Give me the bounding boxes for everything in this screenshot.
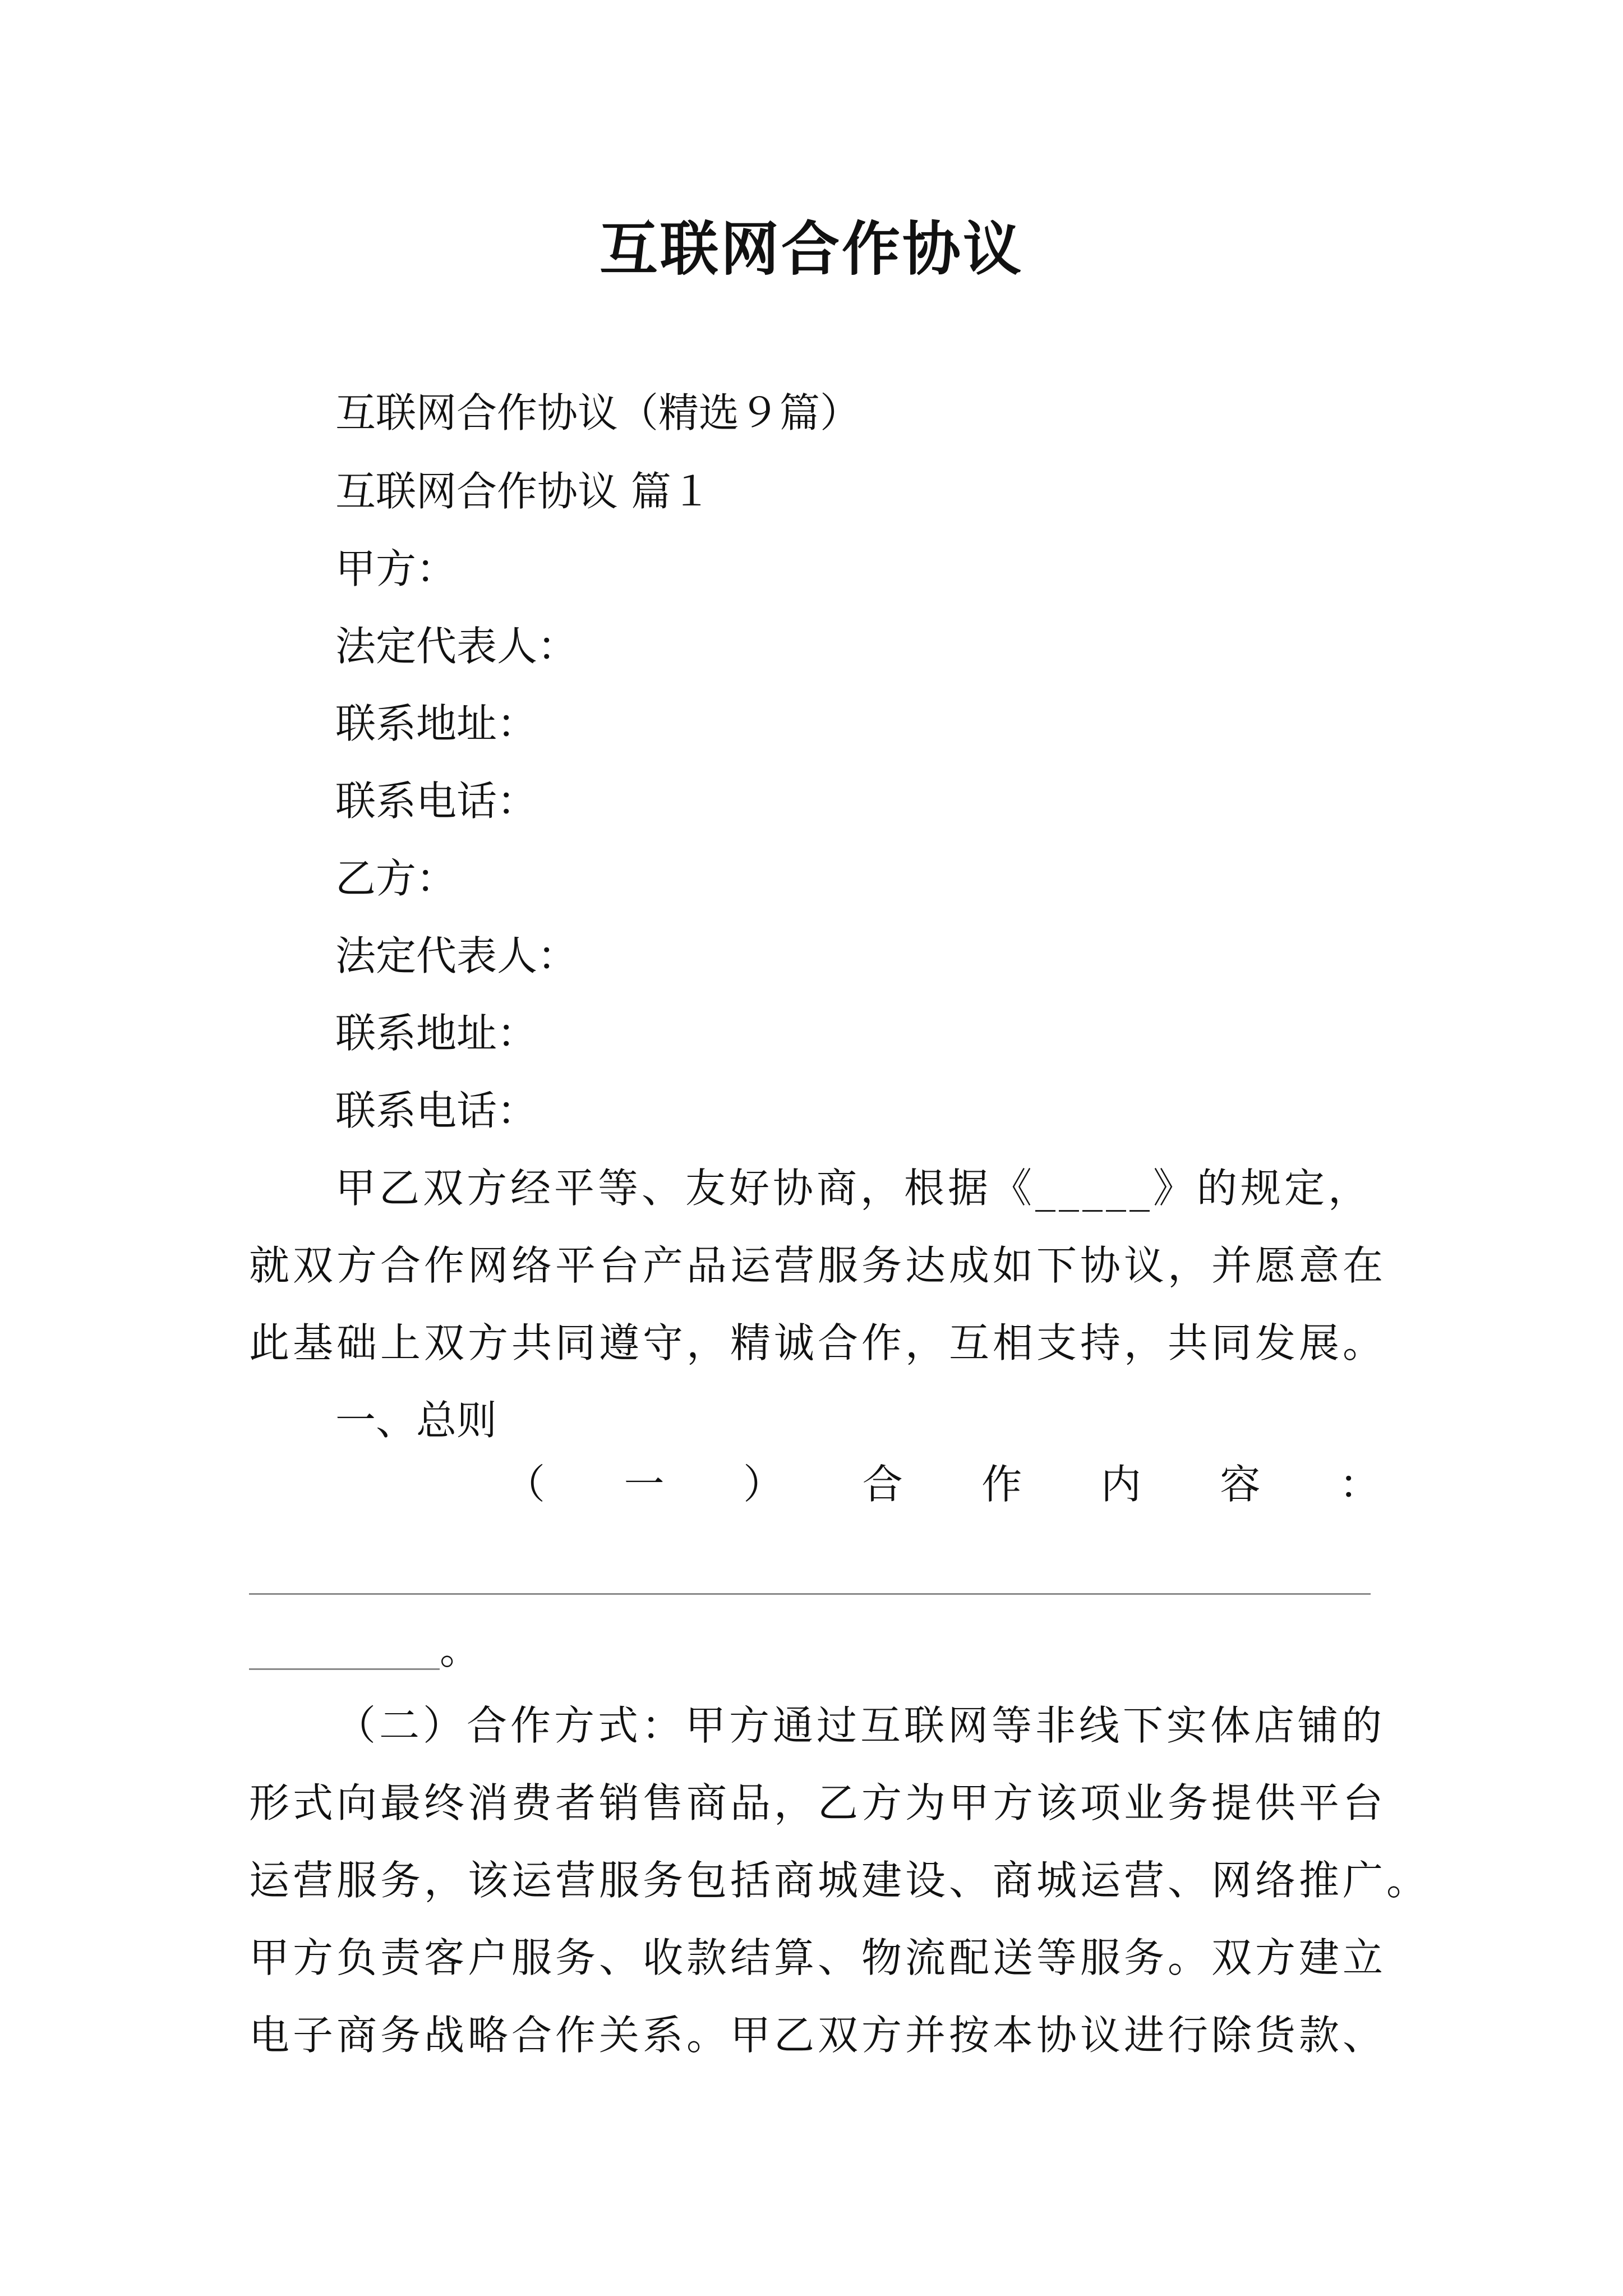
address-a-label: 联系地址：: [335, 700, 538, 747]
paragraph-2-line-5: 电子商务战略合作关系。甲乙双方并按本协议进行除货款、: [249, 2012, 1387, 2059]
coop-char: ：: [1339, 1461, 1380, 1508]
heading-selected: 互联网合作协议（精选９篇）: [335, 389, 861, 436]
paragraph-1-line-1: 甲乙双方经平等、友好协商，根据《_____》的规定，: [335, 1165, 1372, 1212]
cooperation-content-line: [505, 1461, 1380, 1508]
coop-char: 一: [624, 1461, 665, 1508]
address-b-label: 联系地址：: [335, 1010, 538, 1057]
coop-char: ）: [743, 1461, 784, 1508]
phone-a-label: 联系电话：: [335, 777, 538, 825]
paragraph-2-line-2: 形式向最终消费者销售商品，乙方为甲方该项业务提供平台: [249, 1779, 1387, 1826]
paragraph-1-line-3: 此基础上双方共同遵守，精诚合作，互相支持，共同发展。: [249, 1319, 1387, 1366]
blank-underline: [249, 1634, 440, 1670]
document-title: 互联网合作协议: [599, 214, 1023, 283]
blank-fill-line-end: [249, 1626, 481, 1673]
heading-part-1: 互联网合作协议 篇１: [335, 468, 712, 515]
section-1-heading: 一、总则: [335, 1397, 497, 1444]
party-b-label: 乙方：: [335, 855, 457, 902]
coop-char: 合: [862, 1461, 903, 1508]
legal-rep-b-label: 法定代表人：: [335, 932, 578, 979]
paragraph-1-line-2: 就双方合作网络平台产品运营服务达成如下协议，并愿意在: [249, 1242, 1387, 1289]
legal-rep-a-label: 法定代表人：: [335, 623, 578, 670]
paragraph-2-line-1: （二）合作方式：甲方通过互联网等非线下实体店铺的: [335, 1702, 1386, 1749]
phone-b-label: 联系电话：: [335, 1087, 538, 1134]
paragraph-2-line-4: 甲方负责客户服务、收款结算、物流配送等服务。双方建立: [249, 1934, 1387, 1981]
coop-char: 作: [981, 1461, 1022, 1508]
coop-char: 容: [1220, 1461, 1261, 1508]
coop-char: （: [505, 1461, 546, 1508]
party-a-label: 甲方：: [335, 545, 457, 592]
coop-char: 内: [1100, 1461, 1141, 1508]
period-mark: 。: [440, 1626, 481, 1673]
blank-fill-line: [249, 1593, 1371, 1595]
paragraph-2-line-3: 运营服务，该运营服务包括商城建设、商城运营、网络推广。: [249, 1857, 1431, 1904]
